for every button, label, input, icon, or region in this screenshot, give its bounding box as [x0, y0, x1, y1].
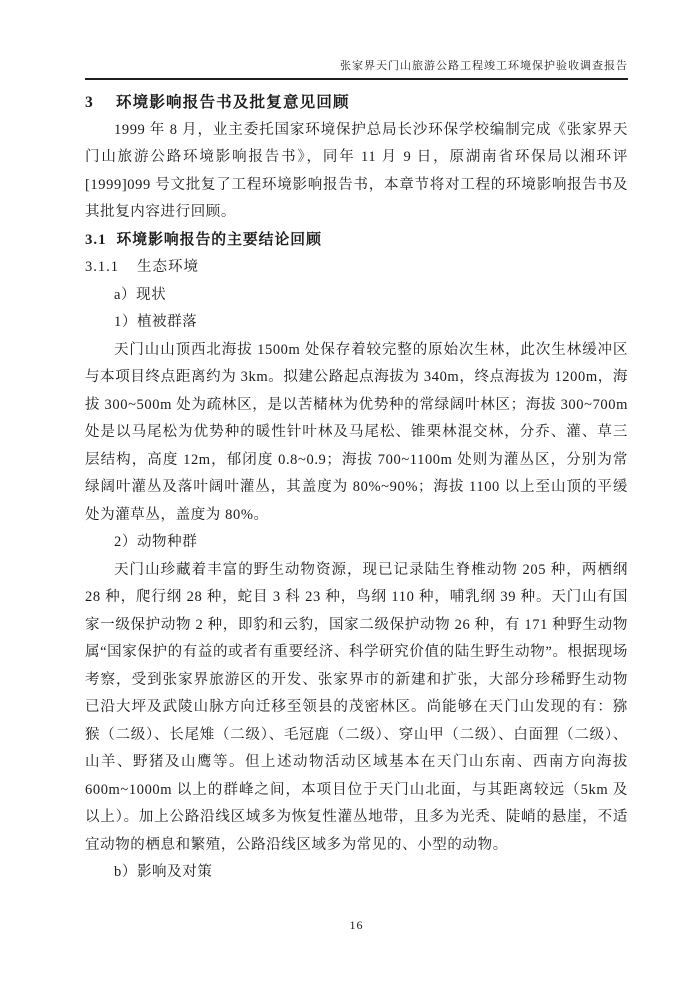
section-3-1-1-number: 3.1.1	[85, 259, 119, 275]
vegetation-paragraph: 天门山山顶西北海拔 1500m 处保存着较完整的原始次生林，此次生林缓冲区与本项目终点距离约为 3km。拟建公路起点海拔为 340m，终点海拔为 1200m，海拔 300~500m 处为疏林区，是以苦槠林为优势种的常绿阔叶林区；海拔 300~700m 处是以马尾松为优势种的暖性针叶林及马尾松、锥栗林混交林，分乔、灌、草三层结构，高度 12m，郁闭度 0.8~0.9；海拔 700~1100m 处则为灌丛区，分别为常绿阔叶灌丛及落叶阔叶灌丛，其盖度为 80%~90%；海拔 1100 以上至山顶的平缓处为灌草丛，盖度为 80%。	[85, 341, 628, 523]
section-3-1-1-heading	[85, 254, 628, 282]
section-3-heading	[85, 89, 628, 117]
section-3-1-title: 环境影响报告的主要结论回顾	[116, 231, 322, 248]
item-b-impact: b）影响及对策	[114, 864, 213, 880]
page-content	[85, 0, 628, 887]
animals-paragraph: 天门山珍藏着丰富的野生动物资源，现已记录陆生脊椎动物 205 种，两栖纲 28 种，爬行纲 28 种，蛇目 3 科 23 种，鸟纲 110 种，哺乳纲 39 种。天门山有国家一级保护动物 2 种，即豹和云豹，国家二级保护动物 26 种，有 171 种野生动物属“国家保护的有益的或者有重要经济、科学研究价值的陆生野生动物”。根据现场考察，受到张家界旅游区的开发、张家界市的新建和扩张，大部分珍稀野生动物已沿大坪及武陵山脉方向迁移至领县的茂密林区。尚能够在天门山发现的有：猕猴（二级）、长尾雉（二级）、毛冠鹿（二级）、穿山甲（二级）、白面狸（二级）、山羊、野猪及山鹰等。但上述动物活动区域基本在天门山东南、西南方向海拔 600m~1000m 以上的群峰之间，本项目位于天门山北面，与其距离较远（5km 及以上）。加上公路沿线区域多为恢复性灌丛地带，且多为光秃、陡峭的悬崖，不适宜动物的栖息和繁殖，公路沿线区域多为常见的、小型的动物。	[85, 561, 628, 853]
running-header-title: 张家界天门山旅游公路工程竣工环境保护验收调查报告	[340, 60, 628, 72]
section-3-1-heading	[85, 227, 628, 255]
intro-paragraph: 1999 年 8 月，业主委托国家环境保护总局长沙环保学校编制完成《张家界天门山旅游公路环境影响报告书》，同年 11 月 9 日，原湖南省环保局以湘环评[1999]099 号文批复了工程环境影响报告书，本章节将对工程的环境影响报告书及其批复内容进行回顾。	[85, 121, 628, 220]
section-3-title: 环境影响报告书及批复意见回顾	[115, 94, 350, 111]
item-a-status: a）现状	[114, 286, 167, 303]
item-2-animals: 2）动物种群	[114, 534, 198, 550]
section-3-1-number: 3.1	[85, 231, 107, 248]
section-3-number: 3	[85, 94, 94, 111]
running-header	[85, 0, 628, 80]
section-3-1-1-title: 生态环境	[137, 259, 199, 275]
page-number: 16	[349, 918, 364, 932]
page-footer	[85, 918, 628, 933]
item-1-vegetation: 1）植被群落	[114, 314, 198, 330]
